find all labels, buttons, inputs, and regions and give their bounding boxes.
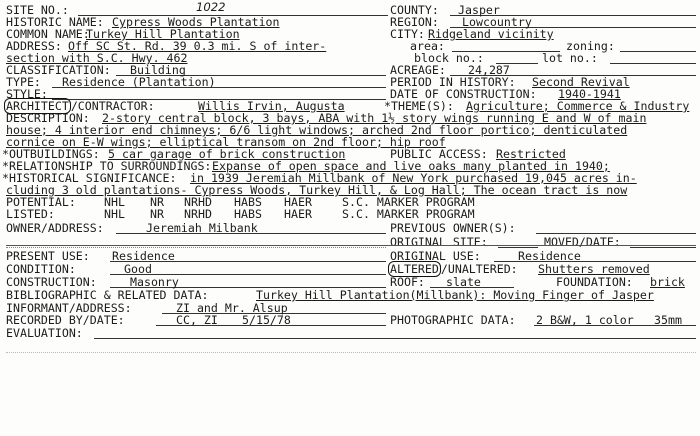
original-use-value: Residence xyxy=(518,249,581,263)
photo-label: PHOTOGRAPHIC DATA: xyxy=(390,313,516,327)
acreage-label: ACREAGE: xyxy=(390,63,446,77)
biblio-label: BIBLIOGRAPHIC & RELATED DATA: xyxy=(6,288,209,302)
outbuildings-label: *OUTBUILDINGS: xyxy=(2,147,100,161)
region-label: REGION: xyxy=(390,15,439,29)
owner-label: OWNER/ADDRESS: xyxy=(6,221,104,235)
altered-circled: ALTERED xyxy=(390,262,439,276)
original-use-label: ORIGINAL USE: xyxy=(390,249,481,263)
significance-line-2: cluding 3 old plantations- Cypress Woods, Turkey Hill, & Log Hall; The ocean tract is now xyxy=(6,183,628,197)
county-value: Jasper xyxy=(458,3,500,17)
significance-line-1: in 1939 Jeremiah Millbank of New York purchased 19,045 acres in- xyxy=(190,171,637,185)
architect-value: Willis Irvin, Augusta xyxy=(198,99,345,113)
description-line-2: house; 4 interior end chimneys; 6/6 light windows; arched 2nd floor portico; denticulated xyxy=(6,123,628,137)
unaltered-label: /UNALTERED: xyxy=(440,262,518,276)
moved-line xyxy=(630,236,696,248)
recorded-label: RECORDED BY/DATE: xyxy=(6,313,125,327)
condition-value: Good xyxy=(124,262,152,276)
description-line-1: 2-story central block, 3 bays, ABA with 1½ story wings running E and W of main xyxy=(102,111,647,125)
classification-value: Building xyxy=(130,63,186,77)
city-value: Ridgeland vicinity xyxy=(428,27,554,41)
construction-value: Masonry xyxy=(130,275,179,289)
informant-value: ZI and Mr. Alsup xyxy=(176,301,288,315)
present-use-label: PRESENT USE: xyxy=(6,249,90,263)
previous-owner-label: PREVIOUS OWNER(S): xyxy=(390,221,516,235)
relationship-label: *RELATIONSHIP TO SURROUNDINGS: xyxy=(2,159,212,173)
listed-habs: HABS xyxy=(234,207,262,221)
zoning-line xyxy=(620,40,696,52)
potential-habs: HABS xyxy=(234,195,262,209)
original-site-label: ORIGINAL SITE: xyxy=(390,235,488,249)
row-listed xyxy=(6,208,696,221)
relationship-value: Expanse of open space and live oaks many planted in 1940; xyxy=(212,159,610,173)
evaluation-line xyxy=(94,327,696,339)
informant-label: INFORMANT/ADDRESS: xyxy=(6,301,132,315)
separator-present-use xyxy=(6,245,696,246)
biblio-value: Turkey Hill Plantation(Millbank): Moving Finger of Jasper xyxy=(256,288,654,302)
row-original-site xyxy=(6,236,696,249)
county-label: COUNTY: xyxy=(390,3,439,17)
roof-label: ROOF: xyxy=(390,275,425,289)
date-value: 1940-1941 xyxy=(558,87,621,101)
period-label: PERIOD IN HISTORY: xyxy=(390,75,516,89)
evaluation-label: EVALUATION: xyxy=(6,326,83,340)
row-evaluation xyxy=(6,327,696,340)
listed-label: LISTED: xyxy=(6,207,55,221)
region-value: Lowcountry xyxy=(462,15,532,29)
potential-label: POTENTIAL: xyxy=(6,195,76,209)
period-value: Second Revival xyxy=(532,75,630,89)
recorded-by-value: CC, ZI xyxy=(176,313,218,327)
construction-label: CONSTRUCTION: xyxy=(6,275,97,289)
potential-haer: HAER xyxy=(284,195,312,209)
type-label: TYPE: xyxy=(6,75,41,89)
zoning-label: zoning: xyxy=(566,39,615,53)
row-recorded xyxy=(6,314,696,327)
public-access-label: PUBLIC ACCESS: xyxy=(390,147,488,161)
original-site-line xyxy=(498,236,538,248)
classification-label: CLASSIFICATION: xyxy=(6,63,111,77)
owner-extra-line xyxy=(6,247,386,248)
description-line-3: cornice on E-W wings; elliptical transom on 2nd floor; hip roof xyxy=(6,135,446,149)
date-label: DATE OF CONSTRUCTION: xyxy=(390,87,537,101)
type-value: Residence (Plantation) xyxy=(62,75,216,89)
row-owner xyxy=(6,222,696,235)
city-label: CITY: xyxy=(390,27,425,41)
separator-bottom xyxy=(6,352,696,353)
potential-nhl: NHL xyxy=(104,195,125,209)
altered-value: Shutters removed xyxy=(538,262,650,276)
lot-line xyxy=(610,52,696,64)
theme-label: *THEME(S): xyxy=(384,99,454,113)
description-label: DESCRIPTION: xyxy=(6,111,90,125)
previous-owner-line xyxy=(536,222,696,234)
foundation-label: FOUNDATION: xyxy=(556,275,633,289)
historic-name-label: HISTORIC NAME: xyxy=(6,15,104,29)
present-use-value: Residence xyxy=(112,249,175,263)
listed-nr: NR xyxy=(150,207,164,221)
acreage-value: 24,287 xyxy=(468,63,510,77)
area-label: area: xyxy=(410,39,445,53)
block-label: block no.: xyxy=(414,51,484,65)
listed-nhl: NHL xyxy=(104,207,125,221)
potential-sc-marker: S.C. MARKER PROGRAM xyxy=(342,195,475,209)
photo-value: 2 B&W, 1 color xyxy=(536,313,634,327)
foundation-value: brick xyxy=(650,275,685,289)
condition-label: CONDITION: xyxy=(6,262,76,276)
listed-haer: HAER xyxy=(284,207,312,221)
common-name-value: Turkey Hill Plantation xyxy=(86,27,240,41)
potential-nrhd: NRHD xyxy=(184,195,212,209)
common-name-label: COMMON NAME: xyxy=(6,27,90,41)
owner-value: Jeremiah Milbank xyxy=(146,221,258,235)
historic-name-value: Cypress Woods Plantation xyxy=(112,15,280,29)
moved-label: MOVED/DATE: xyxy=(544,235,621,249)
address-value-1: Off SC St. Rd. 39 0.3 mi. S of inter- xyxy=(68,39,327,53)
architect-circled: ARCHITECT xyxy=(6,99,69,113)
site-no-label: SITE NO.: xyxy=(6,3,69,17)
public-access-value: Restricted xyxy=(496,147,566,161)
listed-sc-marker: S.C. MARKER PROGRAM xyxy=(342,207,475,221)
photo-size-value: 35mm xyxy=(654,313,682,327)
potential-nr: NR xyxy=(150,195,164,209)
outbuildings-value: 5 car garage of brick construction xyxy=(108,147,346,161)
roof-value: slate xyxy=(446,275,481,289)
listed-nrhd: NRHD xyxy=(184,207,212,221)
style-label: STYLE: xyxy=(6,87,48,101)
significance-label: *HISTORICAL SIGNIFICANCE: xyxy=(2,171,177,185)
lot-label: lot no.: xyxy=(542,51,598,65)
address-label: ADDRESS: xyxy=(6,39,62,53)
theme-value: Agriculture; Commerce & Industry xyxy=(466,99,690,113)
recorded-date-value: 5/15/78 xyxy=(242,313,291,327)
contractor-label: /CONTRACTOR: xyxy=(70,99,155,113)
site-no-value: 1022 xyxy=(196,0,226,14)
address-value-2: section with S.C. Hwy. 462 xyxy=(6,51,188,65)
